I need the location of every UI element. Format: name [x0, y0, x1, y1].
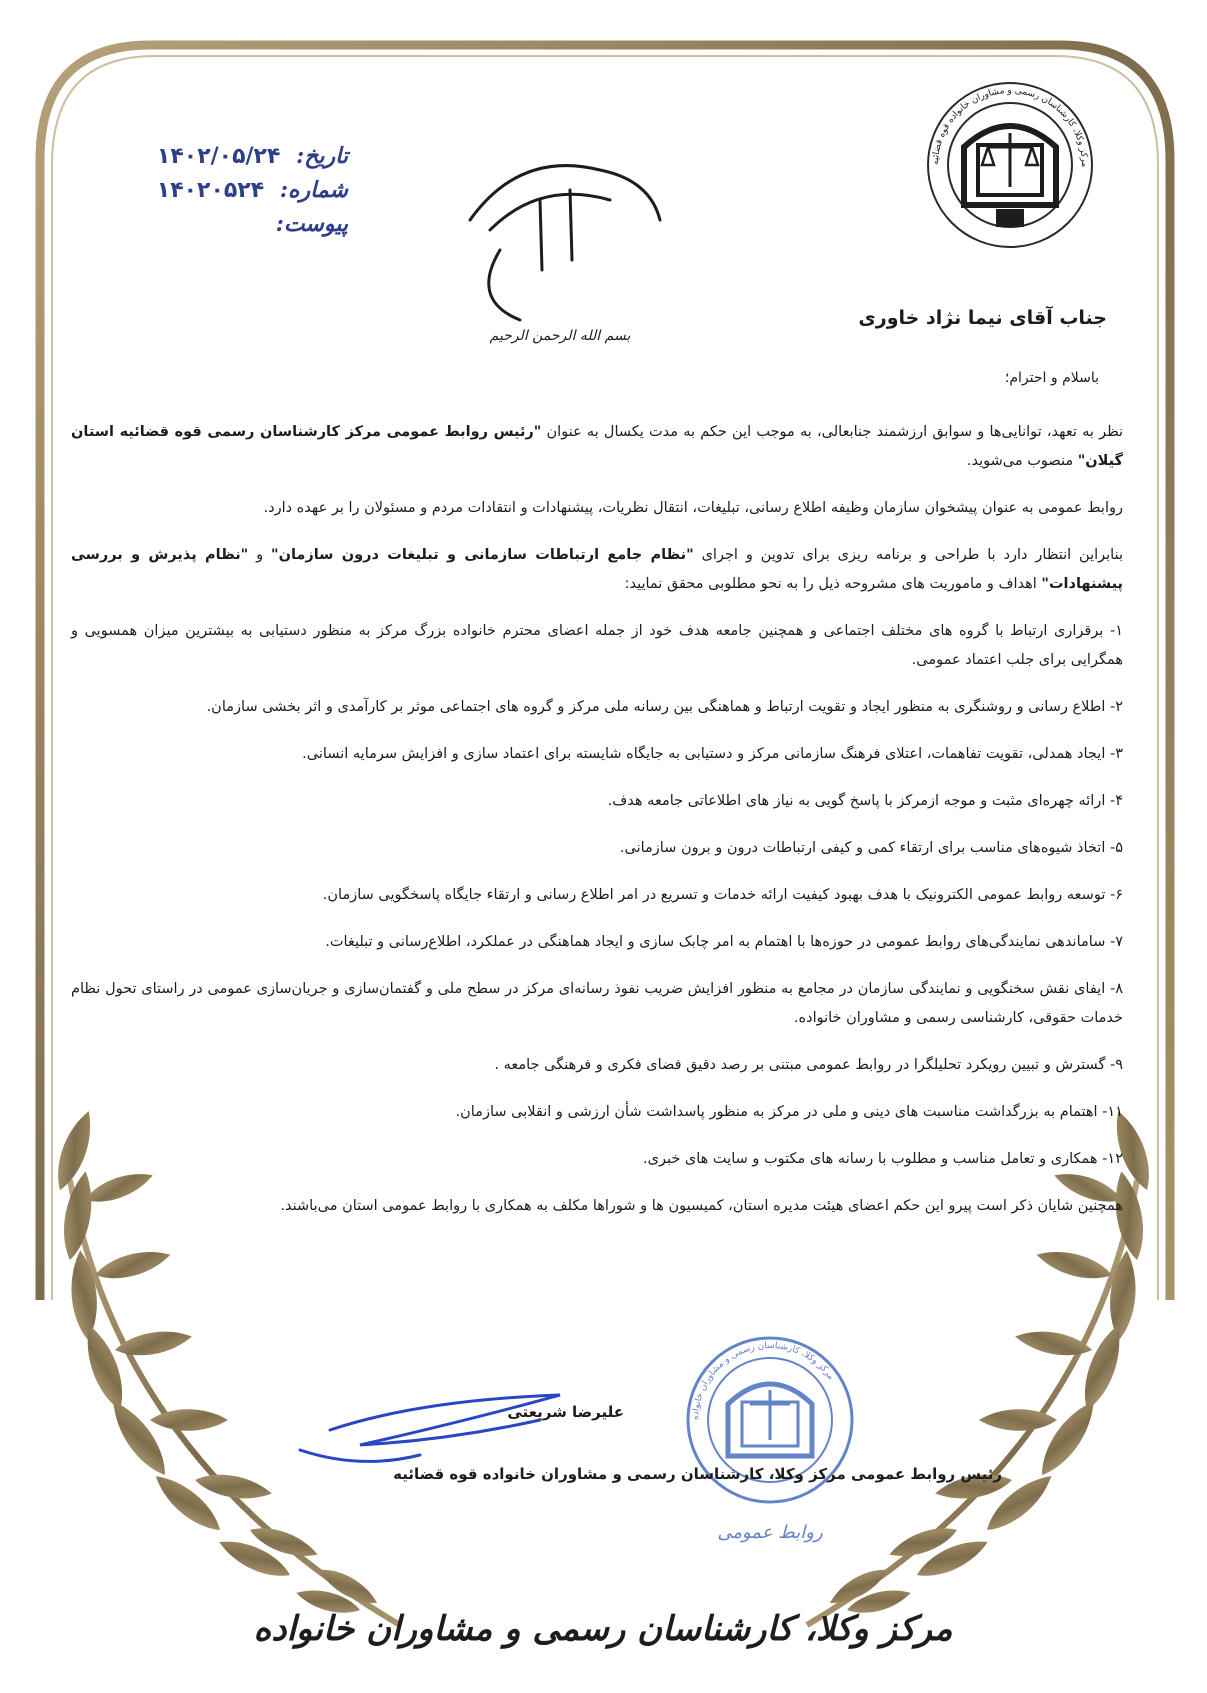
- date-value: ۱۴۰۲/۰۵/۲۴: [156, 144, 281, 169]
- intro-paragraph: [71, 418, 1123, 476]
- list-item: ۶- توسعه روابط عمومی الکترونیک با هدف بهبود کیفیت ارائه خدمات و تسریع در امر اطلاع رسانی و ارتقاء جایگاه پاسخگویی سازمان.: [322, 887, 1123, 903]
- list-item: ۷- ساماندهی نمایندگی‌های روابط عمومی در حوزه‌ها با اهتمام به امر چابک سازی و ایجاد هماهنگی در عملکرد، اطلاع‌رسانی و تبلیغات.: [325, 934, 1123, 950]
- bismillah-text: بسم الله الرحمن الرحیم: [489, 328, 631, 344]
- list-item: ۴- ارائه چهره‌ای مثبت و موجه ازمرکز با پاسخ گویی به نیاز های اطلاعاتی جامعه هدف.: [607, 793, 1123, 809]
- system-name-2: "نظام پذیرش و بررسی پیشنهادات": [71, 547, 1123, 592]
- list-item: ۱- برقراری ارتباط با گروه های مختلف اجتماعی و همچنین جامعه هدف خود از جمله اعضای محترم خانواده بزرگ مرکز به منظور دستیابی به بیشترین میزان همسویی و همگرایی برای جلب اعتماد عمومی.: [71, 623, 1123, 668]
- closing-paragraph: همچنین شایان ذکر است پیرو این حکم اعضای هیئت مدیره استان، کمیسیون ها و شوراها مکلف به همکاری با روابط عمومی استان می‌باشند.: [280, 1198, 1123, 1214]
- signer-title: رئیس روابط عمومی مرکز وکلا، کارشناسان رسمی و مشاوران خانواده قوه قضائیه: [393, 1465, 1002, 1483]
- salutation: باسلام و احترام؛: [1004, 370, 1099, 386]
- date-row: [108, 143, 348, 177]
- bismillah-calligraphy: [470, 166, 660, 320]
- list-item: ۱۲- همکاری و تعامل مناسب و مطلوب با رسانه های مکتوب و سایت های خبری.: [643, 1151, 1123, 1167]
- stamp-caption: روابط عمومی: [717, 1522, 823, 1543]
- conjunction: و: [256, 547, 264, 563]
- footer-org-name: مرکز وکلا، کارشناسان رسمی و مشاوران خانواده: [253, 1609, 953, 1649]
- list-item: ۸- ایفای نقش سخنگویی و نمایندگی سازمان در مجامع به منظور افزایش ضریب نفوذ رسانه‌ای مرکز در سطح ملی و گفتمان‌سازی و جریان‌سازی عمومی در راستای تحول نظام خدمات حقوقی، کارشناسی رسمی و مشاوران خانواده.: [71, 981, 1123, 1026]
- expectation-text: بنابراین انتظار دارد با طراحی و برنامه ریزی برای تدوین و اجرای: [701, 547, 1124, 563]
- appointed-role: "رئیس روابط عمومی مرکز کارشناسان رسمی قوه قضائیه استان گیلان": [71, 424, 1123, 469]
- attachment-label: پیوست:: [275, 211, 348, 237]
- number-label: شماره:: [279, 177, 348, 203]
- document-meta: [108, 143, 348, 245]
- intro-text-end: منصوب می‌شوید.: [966, 453, 1074, 469]
- expectation-paragraph: [71, 541, 1123, 599]
- attachment-row: [108, 211, 348, 245]
- date-label: تاریخ:: [296, 143, 348, 169]
- intro-text: نظر به تعهد، توانایی‌ها و سوابق ارزشمند جنابعالی، به موجب این حکم به مدت یکسال به عنوان: [546, 424, 1124, 440]
- signer-name: علیرضا شریعتی: [507, 1403, 624, 1421]
- list-item: ۵- اتخاذ شیوه‌های مناسب برای ارتقاء کمی و کیفی ارتباطات درون و برون سازمانی.: [619, 840, 1123, 856]
- stamp-ring-text: مرکز وکلا، کارشناسان رسمی و مشاوران خانواده: [690, 1340, 836, 1421]
- official-stamp-icon: [688, 1338, 852, 1543]
- system-name-1: "نظام جامع ارتباطات سازمانی و تبلیغات درون سازمان": [271, 547, 694, 563]
- list-item: ۱۱- اهتمام به بزرگداشت مناسبت های دینی و ملی در مرکز به منظور پاسداشت شأن ارزشی و انقلابی سازمان.: [455, 1104, 1123, 1120]
- list-item: ۹- گسترش و تبیین رویکرد تحلیلگرا در روابط عمومی مبتنی بر رصد دقیق فضای فکری و فرهنگی جامعه .: [494, 1057, 1123, 1073]
- recipient-name: جناب آقای نیما نژاد خاوری: [858, 307, 1107, 329]
- decree-body: [71, 418, 1123, 1239]
- list-item: ۳- ایجاد همدلی، تقویت تفاهمات، اعتلای فرهنگ سازمانی مرکز و دستیابی به جایگاه شایسته برای اعتماد سازی و افزایش سرمایه انسانی.: [302, 746, 1123, 762]
- seal-ring-text: مرکز وکلا، کارشناسان رسمی و مشاوران خانواده قوه قضائیه: [930, 85, 1090, 168]
- number-value: ۱۴۰۲۰۵۲۴: [156, 178, 265, 203]
- mission-paragraph: روابط عمومی به عنوان پیشخوان سازمان وظیفه اطلاع رسانی، تبلیغات، انتقال نظریات، پیشنهادات و انتقادات مردم و مسئولان را بر عهده دارد.: [263, 500, 1123, 516]
- number-row: [108, 177, 348, 211]
- emblem-seal-icon: [928, 83, 1092, 247]
- list-item: ۲- اطلاع رسانی و روشنگری به منظور ایجاد و تقویت ارتباط و هماهنگی بین رسانه ملی مرکز و گروه های اجتماعی موثر بر کارآمدی و اثر بخشی سازمان.: [206, 699, 1123, 715]
- expectation-text-end: اهداف و ماموریت های مشروحه ذیل را به نحو مطلوبی محقق نمایید:: [624, 576, 1037, 592]
